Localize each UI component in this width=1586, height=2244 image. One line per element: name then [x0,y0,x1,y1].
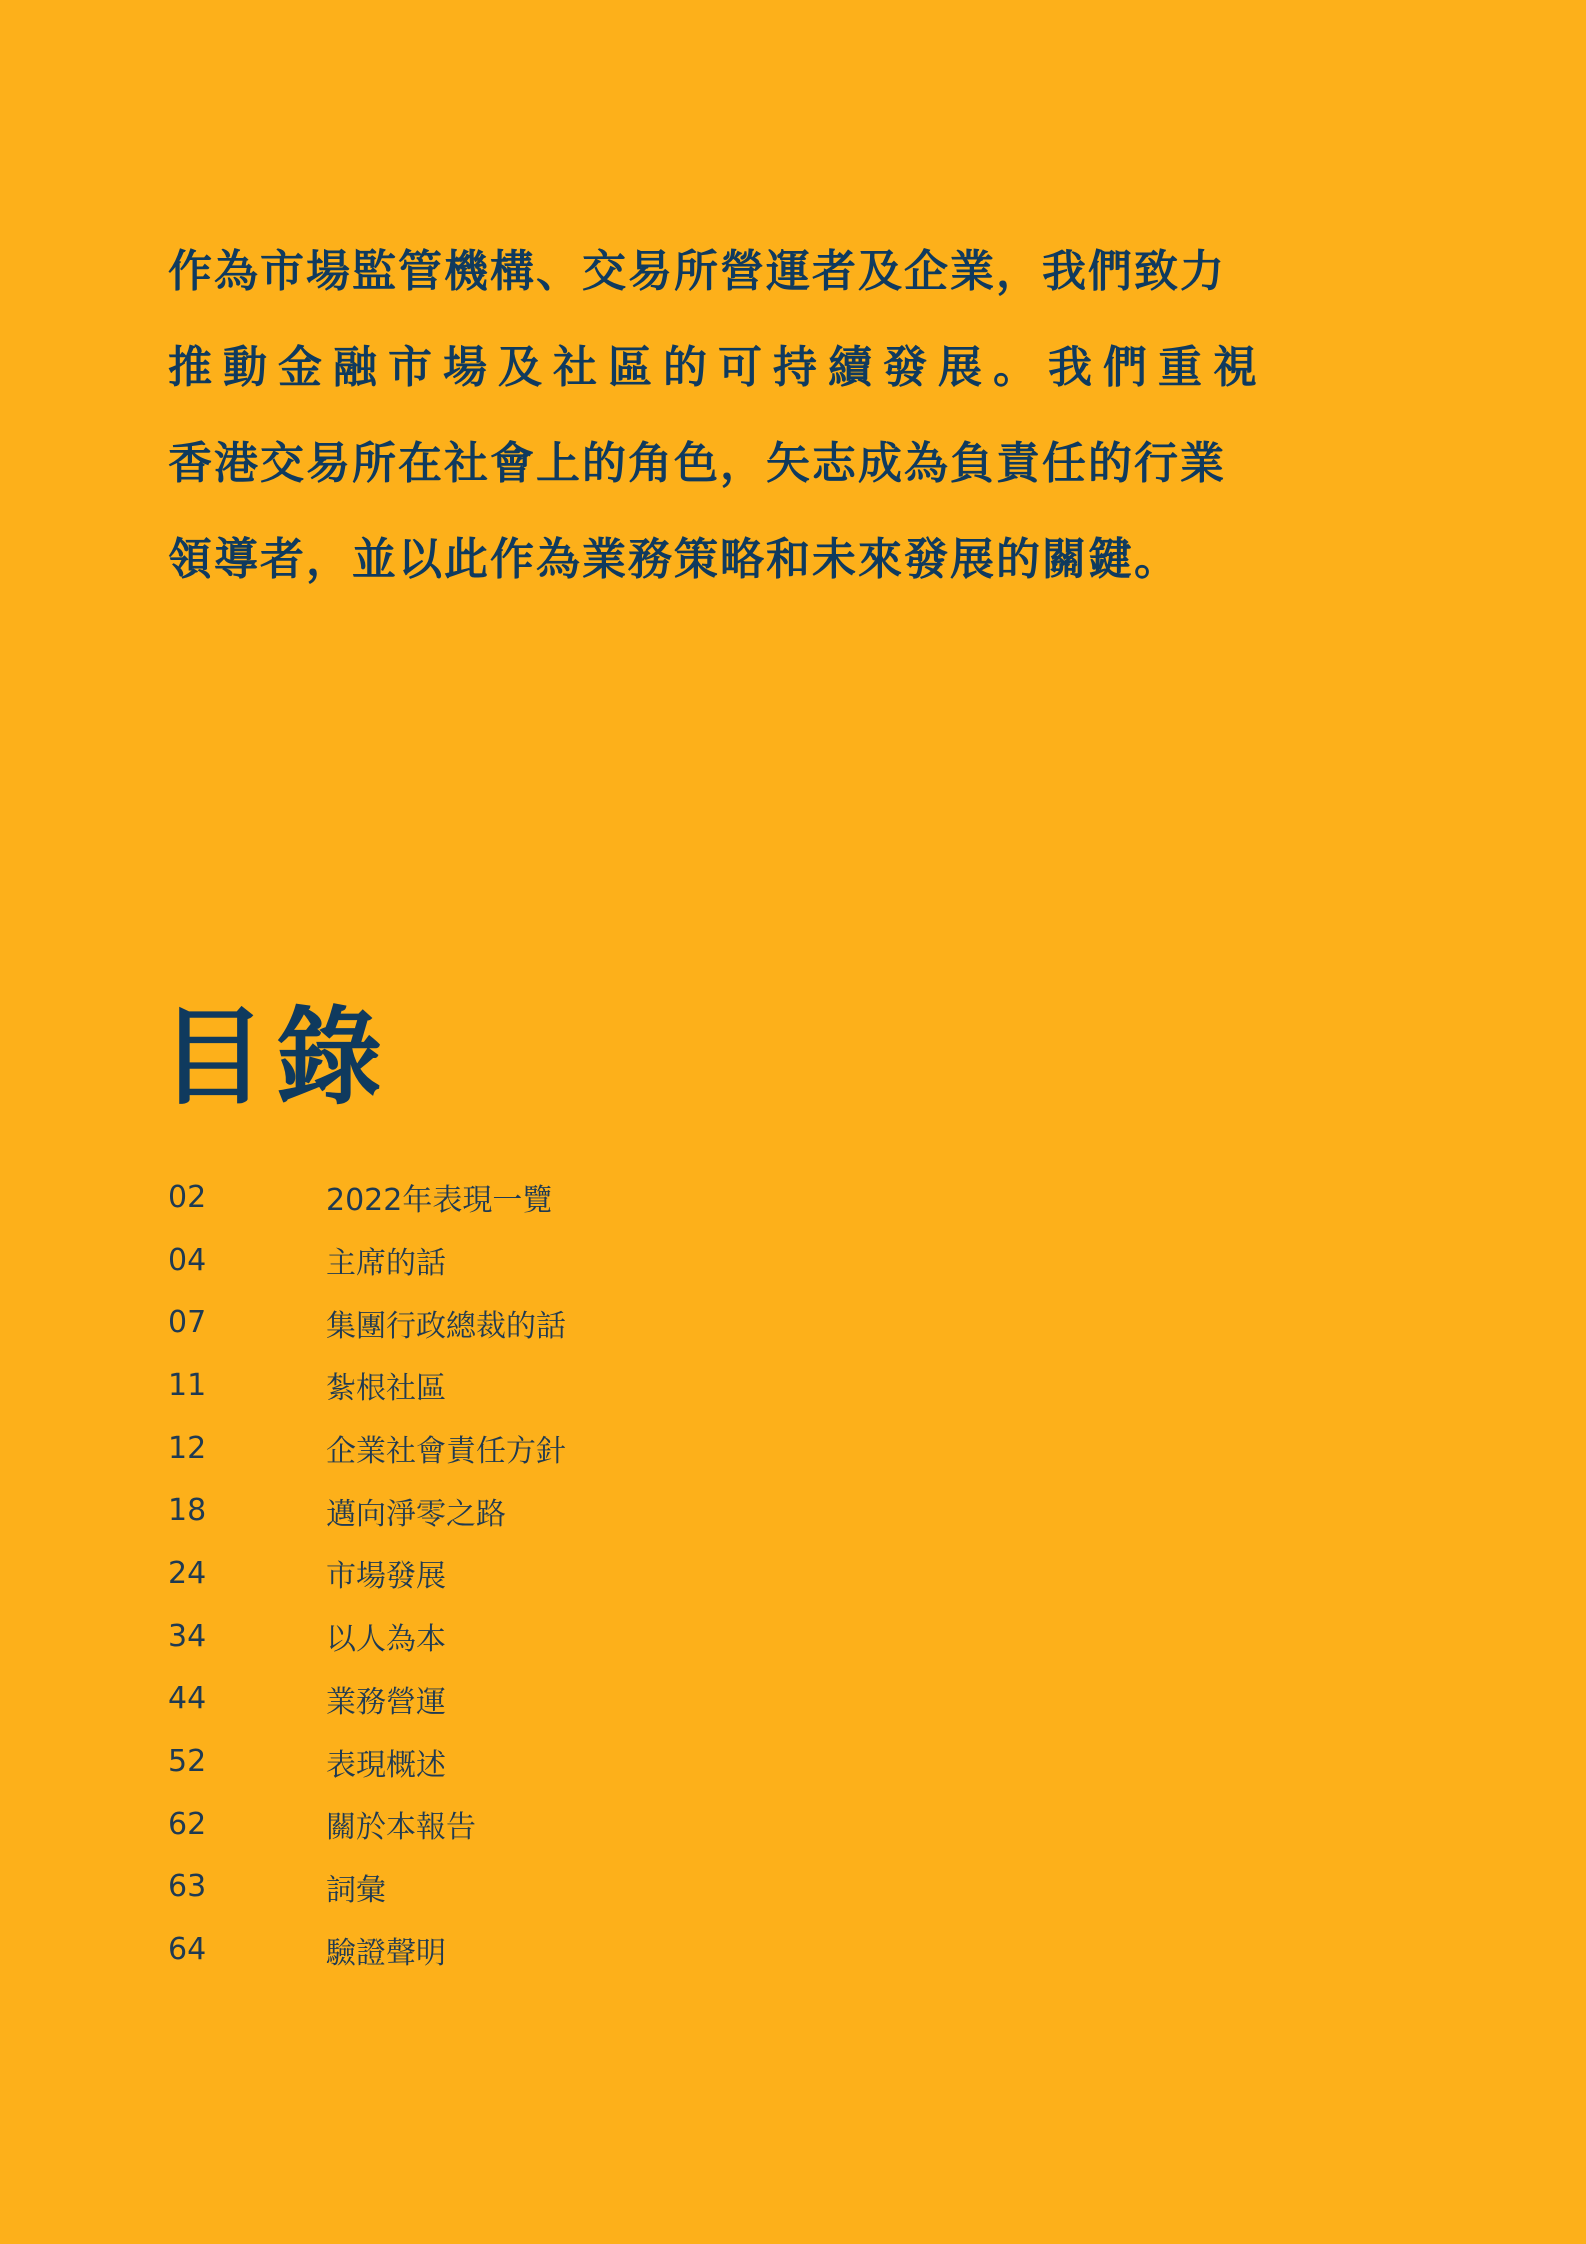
toc-label: 驗證聲明 [326,1935,446,1971]
toc-label: 關於本報告 [326,1810,476,1846]
toc-item[interactable] [168,1793,1068,1856]
toc-page-number: 02 [168,1179,207,1215]
toc-item[interactable] [168,1354,1068,1417]
toc-item[interactable] [168,1605,1068,1668]
toc-page-number: 07 [168,1305,207,1341]
toc-page-number: 12 [168,1430,207,1466]
toc-item[interactable] [168,1730,1068,1793]
intro-line: 作為市場監管機構、交易所營運者及企業，我們致力 [168,246,1226,297]
toc-page-number: 63 [168,1869,207,1905]
toc-label: 市場發展 [326,1559,446,1595]
toc-label: 邁向淨零之路 [326,1496,506,1532]
toc-item[interactable] [168,1856,1068,1919]
toc-page-number: 18 [168,1493,207,1529]
toc-page-number: 62 [168,1806,207,1842]
toc-page-number: 04 [168,1242,207,1278]
table-of-contents [168,1166,1068,1981]
toc-item[interactable] [168,1668,1068,1731]
intro-statement [168,238,1278,622]
toc-page-number: 52 [168,1744,207,1780]
toc-page-number: 24 [168,1555,207,1591]
toc-item[interactable] [168,1542,1068,1605]
toc-item[interactable] [168,1166,1068,1229]
toc-label: 2022年表現一覽 [326,1183,553,1219]
toc-item[interactable] [168,1291,1068,1354]
intro-line: 香港交易所在社會上的角色，矢志成為負責任的行業 [168,438,1226,489]
toc-page-number: 44 [168,1681,207,1717]
intro-line: 領導者，並以此作為業務策略和未來發展的關鍵。 [168,534,1180,585]
toc-item[interactable] [168,1918,1068,1981]
toc-label: 企業社會責任方針 [326,1434,566,1470]
toc-page-number: 11 [168,1367,207,1403]
toc-page-number: 34 [168,1618,207,1654]
toc-item[interactable] [168,1479,1068,1542]
toc-label: 集團行政總裁的話 [326,1308,566,1344]
toc-label: 詞彙 [326,1872,386,1908]
toc-page-number: 64 [168,1932,207,1968]
toc-title: 目錄 [160,996,392,1119]
toc-item[interactable] [168,1229,1068,1292]
toc-label: 主席的話 [326,1246,446,1282]
toc-label: 表現概述 [326,1747,446,1783]
intro-line: 推動金融市場及社區的可持續發展。我們重視 [168,342,1268,393]
toc-item[interactable] [168,1417,1068,1480]
toc-label: 業務營運 [326,1684,446,1720]
toc-label: 以人為本 [326,1622,446,1658]
toc-label: 紮根社區 [326,1371,446,1407]
